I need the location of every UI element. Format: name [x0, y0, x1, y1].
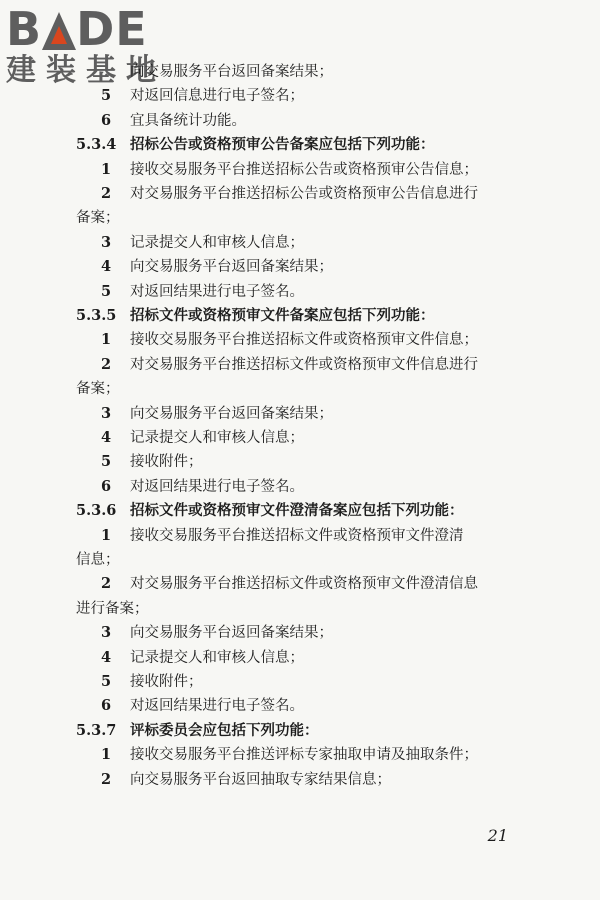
item-number: 5 — [101, 673, 112, 690]
list-item-text: 对交易服务平台推送招标文件或资格预审文件信息进行 — [130, 356, 478, 373]
item-number: 2 — [101, 770, 112, 788]
logo-wordmark — [6, 2, 181, 56]
list-item-text: 接收交易服务平台推送招标文件或资格预审文件澄清 — [130, 527, 464, 544]
logo-a-triangle-icon — [42, 6, 76, 52]
list-item-text: 对返回结果进行电子签名。 — [130, 283, 304, 300]
list-item-text: 向交易服务平台返回备案结果； — [130, 405, 333, 422]
item-number: 2 — [101, 355, 112, 373]
continuation-text: 备案； — [76, 381, 120, 398]
item-number: 6 — [101, 477, 112, 495]
item-number: 3 — [101, 233, 112, 251]
logo-chinese-name: 建装基地 — [6, 53, 166, 88]
section-heading: 招标文件或资格预审文件澄清备案应包括下列功能： — [130, 502, 464, 520]
list-item-text: 接收交易服务平台推送招标公告或资格预审公告信息； — [130, 161, 478, 178]
item-number: 5 — [101, 87, 112, 105]
section-heading: 评标委员会应包括下列功能： — [130, 721, 319, 739]
list-item-text: 对交易服务平台推送招标文件或资格预审文件澄清信息 — [130, 576, 478, 593]
continuation-text: 向交易服务平台返回备案结果； — [130, 64, 333, 80]
list-item-text: 对交易服务平台推送招标公告或资格预审公告信息进行 — [130, 186, 478, 202]
item-number: 1 — [101, 526, 112, 544]
item-number: 1 — [101, 331, 112, 349]
page-number: 21 — [487, 826, 508, 845]
item-number: 5 — [101, 453, 112, 471]
list-item-text: 接收交易服务平台推送评标专家抽取申请及抽取条件； — [130, 747, 478, 764]
item-number: 2 — [101, 185, 112, 202]
list-item-text: 记录提交人和审核人信息； — [130, 649, 304, 666]
item-number: 3 — [101, 404, 112, 422]
section-heading: 招标文件或资格预审文件备案应包括下列功能： — [130, 307, 435, 324]
list-item-text: 接收交易服务平台推送招标文件或资格预审文件信息； — [130, 332, 478, 349]
logo-letter-b: B — [6, 2, 43, 56]
item-number: 5 — [101, 282, 112, 300]
list-item-text: 对返回信息进行电子签名； — [130, 88, 304, 105]
logo-letters-de: DE — [76, 2, 148, 56]
section-number: 5.3.6 — [76, 502, 117, 520]
item-number: 1 — [101, 746, 112, 764]
list-item-text: 对返回结果进行电子签名。 — [130, 478, 304, 495]
list-item-text: 对返回结果进行电子签名。 — [130, 698, 304, 715]
section-number: 5.3.7 — [76, 721, 117, 739]
item-number: 2 — [101, 575, 112, 593]
continuation-text: 备案； — [76, 210, 120, 227]
section-heading: 招标公告或资格预审公告备案应包括下列功能： — [130, 136, 435, 154]
item-number: 1 — [101, 160, 112, 178]
list-item-text: 记录提交人和审核人信息； — [130, 234, 304, 251]
continuation-text: 信息； — [76, 552, 120, 568]
item-number: 4 — [101, 429, 112, 446]
section-number: 5.3.5 — [76, 307, 117, 324]
continuation-text: 进行备案； — [76, 600, 149, 617]
item-number: 3 — [101, 624, 112, 642]
item-number: 6 — [101, 111, 112, 129]
section-number: 5.3.4 — [76, 136, 117, 154]
item-number: 4 — [101, 258, 112, 276]
list-item-text: 宜具备统计功能。 — [130, 112, 246, 129]
list-item-text: 向交易服务平台返回备案结果； — [130, 259, 333, 276]
list-item-text: 向交易服务平台返回备案结果； — [130, 625, 333, 642]
list-item-text: 向交易服务平台返回抽取专家结果信息； — [130, 771, 391, 788]
item-number: 4 — [101, 648, 112, 666]
list-item-text: 记录提交人和审核人信息； — [130, 430, 304, 446]
item-number: 6 — [101, 697, 112, 715]
list-item-text: 接收附件； — [130, 674, 203, 690]
list-item-text: 接收附件； — [130, 454, 203, 471]
